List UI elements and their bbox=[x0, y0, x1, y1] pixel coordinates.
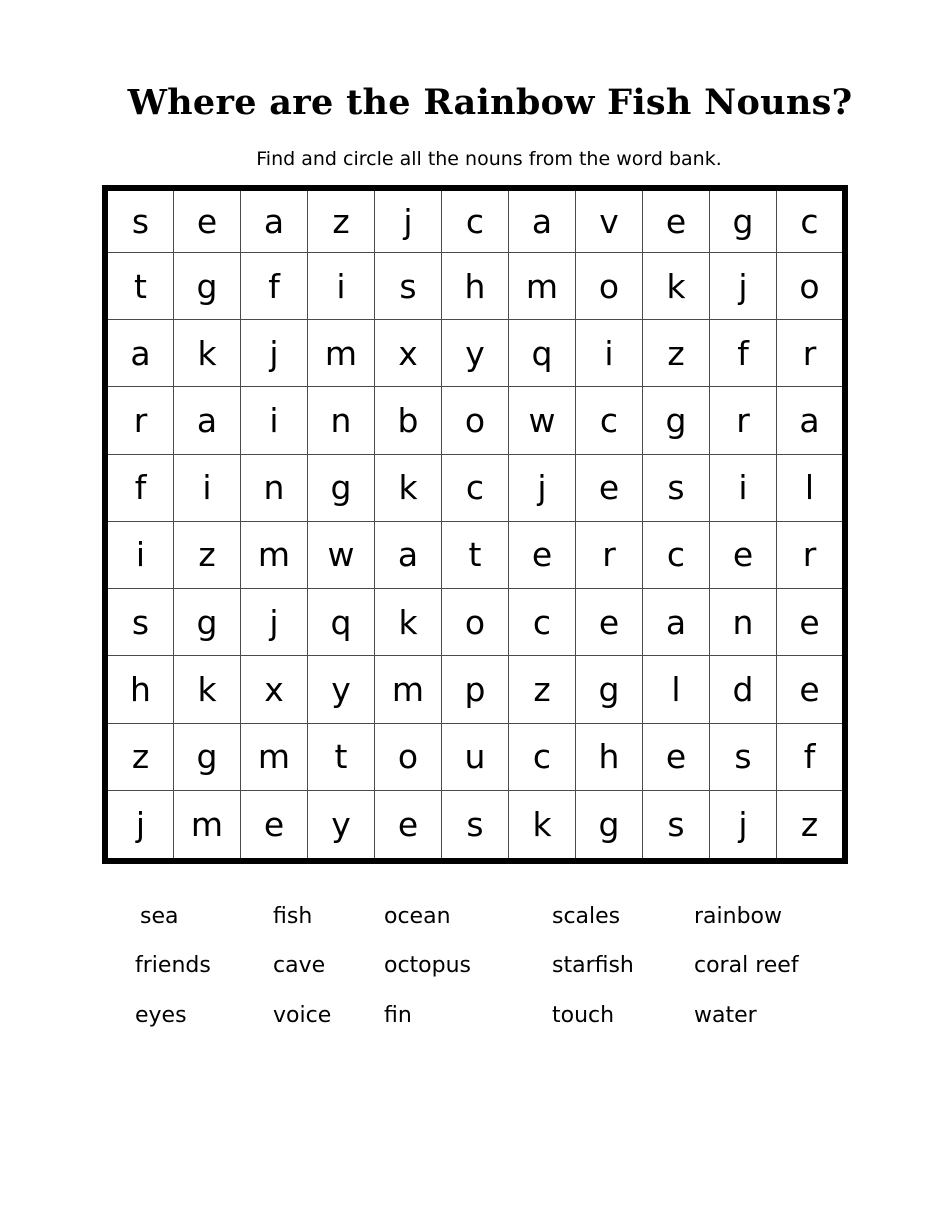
grid-cell-r8-c2[interactable]: k bbox=[174, 656, 241, 723]
grid-cell-r6-c3[interactable]: m bbox=[241, 522, 308, 589]
grid-cell-r9-c1[interactable]: z bbox=[108, 724, 174, 791]
grid-cell-r4-c4[interactable]: n bbox=[308, 387, 375, 454]
grid-cell-r8-c6[interactable]: p bbox=[442, 656, 509, 723]
grid-cell-r9-c8[interactable]: h bbox=[576, 724, 643, 791]
grid-cell-r8-c10[interactable]: d bbox=[710, 656, 777, 723]
grid-cell-r5-c10[interactable]: i bbox=[710, 455, 777, 522]
grid-cell-r5-c11[interactable]: l bbox=[777, 455, 842, 522]
grid-cell-r2-c2[interactable]: g bbox=[174, 253, 241, 320]
grid-cell-r5-c9[interactable]: s bbox=[643, 455, 710, 522]
grid-cell-r6-c8[interactable]: r bbox=[576, 522, 643, 589]
grid-cell-r7-c9[interactable]: a bbox=[643, 589, 710, 656]
grid-cell-r5-c6[interactable]: c bbox=[442, 455, 509, 522]
grid-cell-r7-c1[interactable]: s bbox=[108, 589, 174, 656]
grid-cell-r4-c11[interactable]: a bbox=[777, 387, 842, 454]
grid-cell-r1-c1[interactable]: s bbox=[108, 191, 174, 253]
grid-cell-r2-c4[interactable]: i bbox=[308, 253, 375, 320]
grid-cell-r6-c5[interactable]: a bbox=[375, 522, 442, 589]
grid-cell-r3-c3[interactable]: j bbox=[241, 320, 308, 387]
grid-cell-r10-c10[interactable]: j bbox=[710, 791, 777, 858]
grid-cell-r3-c7[interactable]: q bbox=[509, 320, 576, 387]
grid-cell-r10-c2[interactable]: m bbox=[174, 791, 241, 858]
grid-cell-r5-c2[interactable]: i bbox=[174, 455, 241, 522]
word-bank-item: voice bbox=[273, 1003, 332, 1028]
grid-cell-r5-c7[interactable]: j bbox=[509, 455, 576, 522]
grid-cell-r5-c5[interactable]: k bbox=[375, 455, 442, 522]
grid-cell-r9-c10[interactable]: s bbox=[710, 724, 777, 791]
grid-cell-r3-c2[interactable]: k bbox=[174, 320, 241, 387]
grid-cell-r3-c5[interactable]: x bbox=[375, 320, 442, 387]
grid-cell-r8-c5[interactable]: m bbox=[375, 656, 442, 723]
grid-cell-r1-c5[interactable]: j bbox=[375, 191, 442, 253]
grid-cell-r10-c4[interactable]: y bbox=[308, 791, 375, 858]
word-bank-item: eyes bbox=[135, 1003, 187, 1028]
grid-cell-r2-c6[interactable]: h bbox=[442, 253, 509, 320]
grid-cell-r4-c10[interactable]: r bbox=[710, 387, 777, 454]
grid-cell-r1-c2[interactable]: e bbox=[174, 191, 241, 253]
grid-cell-r3-c9[interactable]: z bbox=[643, 320, 710, 387]
grid-cell-r5-c3[interactable]: n bbox=[241, 455, 308, 522]
grid-cell-r7-c4[interactable]: q bbox=[308, 589, 375, 656]
grid-cell-r5-c1[interactable]: f bbox=[108, 455, 174, 522]
grid-cell-r2-c10[interactable]: j bbox=[710, 253, 777, 320]
grid-cell-r3-c8[interactable]: i bbox=[576, 320, 643, 387]
word-bank-item: rainbow bbox=[694, 904, 782, 929]
grid-cell-r9-c6[interactable]: u bbox=[442, 724, 509, 791]
grid-cell-r10-c3[interactable]: e bbox=[241, 791, 308, 858]
grid-cell-r1-c11[interactable]: c bbox=[777, 191, 842, 253]
grid-cell-r7-c2[interactable]: g bbox=[174, 589, 241, 656]
grid-cell-r1-c9[interactable]: e bbox=[643, 191, 710, 253]
word-search-grid bbox=[102, 185, 848, 864]
instructions: Find and circle all the nouns from the word bank. bbox=[256, 148, 722, 170]
grid-cell-r10-c7[interactable]: k bbox=[509, 791, 576, 858]
grid-cell-r2-c5[interactable]: s bbox=[375, 253, 442, 320]
grid-cell-r7-c5[interactable]: k bbox=[375, 589, 442, 656]
grid-cell-r8-c1[interactable]: h bbox=[108, 656, 174, 723]
grid-cell-r7-c10[interactable]: n bbox=[710, 589, 777, 656]
grid-cell-r4-c9[interactable]: g bbox=[643, 387, 710, 454]
grid-cell-r5-c4[interactable]: g bbox=[308, 455, 375, 522]
grid-cell-r9-c7[interactable]: c bbox=[509, 724, 576, 791]
grid-cell-r1-c8[interactable]: v bbox=[576, 191, 643, 253]
word-bank-item: water bbox=[694, 1003, 757, 1028]
grid-cell-r5-c8[interactable]: e bbox=[576, 455, 643, 522]
grid-cell-r7-c3[interactable]: j bbox=[241, 589, 308, 656]
grid-cell-r1-c3[interactable]: a bbox=[241, 191, 308, 253]
grid-cell-r3-c10[interactable]: f bbox=[710, 320, 777, 387]
grid-cell-r7-c6[interactable]: o bbox=[442, 589, 509, 656]
grid-cell-r4-c2[interactable]: a bbox=[174, 387, 241, 454]
grid-cell-r10-c1[interactable]: j bbox=[108, 791, 174, 858]
grid-cell-r1-c6[interactable]: c bbox=[442, 191, 509, 253]
word-bank-item: fin bbox=[384, 1003, 412, 1028]
grid-cell-r6-c10[interactable]: e bbox=[710, 522, 777, 589]
grid-cell-r1-c4[interactable]: z bbox=[308, 191, 375, 253]
grid-cell-r9-c9[interactable]: e bbox=[643, 724, 710, 791]
word-bank-item: scales bbox=[552, 904, 621, 929]
word-bank-item: octopus bbox=[384, 953, 472, 978]
word-bank-item: cave bbox=[273, 953, 326, 978]
grid-cell-r3-c6[interactable]: y bbox=[442, 320, 509, 387]
grid-cell-r9-c11[interactable]: f bbox=[777, 724, 842, 791]
grid-cell-r6-c4[interactable]: w bbox=[308, 522, 375, 589]
grid-cell-r8-c7[interactable]: z bbox=[509, 656, 576, 723]
grid-cell-r2-c7[interactable]: m bbox=[509, 253, 576, 320]
grid-cell-r10-c8[interactable]: g bbox=[576, 791, 643, 858]
grid-cell-r6-c2[interactable]: z bbox=[174, 522, 241, 589]
grid-cell-r4-c5[interactable]: b bbox=[375, 387, 442, 454]
grid-cell-r8-c3[interactable]: x bbox=[241, 656, 308, 723]
grid-cell-r2-c1[interactable]: t bbox=[108, 253, 174, 320]
grid-cell-r4-c6[interactable]: o bbox=[442, 387, 509, 454]
grid-cell-r9-c4[interactable]: t bbox=[308, 724, 375, 791]
grid-cell-r8-c8[interactable]: g bbox=[576, 656, 643, 723]
grid-cell-r4-c1[interactable]: r bbox=[108, 387, 174, 454]
grid-cell-r2-c11[interactable]: o bbox=[777, 253, 842, 320]
grid-cell-r6-c6[interactable]: t bbox=[442, 522, 509, 589]
page-title: Where are the Rainbow Fish Nouns? bbox=[127, 82, 853, 123]
grid-cell-r2-c3[interactable]: f bbox=[241, 253, 308, 320]
word-bank-item: starfish bbox=[552, 953, 634, 978]
grid-cell-r9-c3[interactable]: m bbox=[241, 724, 308, 791]
grid-cell-r3-c4[interactable]: m bbox=[308, 320, 375, 387]
grid-cell-r1-c10[interactable]: g bbox=[710, 191, 777, 253]
word-bank-item: ocean bbox=[384, 904, 451, 929]
grid-cell-r6-c7[interactable]: e bbox=[509, 522, 576, 589]
grid-cell-r10-c6[interactable]: s bbox=[442, 791, 509, 858]
grid-cell-r6-c11[interactable]: r bbox=[777, 522, 842, 589]
grid-cell-r1-c7[interactable]: a bbox=[509, 191, 576, 253]
grid-cell-r9-c5[interactable]: o bbox=[375, 724, 442, 791]
grid-cell-r8-c9[interactable]: l bbox=[643, 656, 710, 723]
word-bank-item: sea bbox=[140, 904, 179, 929]
grid-cell-r3-c1[interactable]: a bbox=[108, 320, 174, 387]
grid-cell-r8-c11[interactable]: e bbox=[777, 656, 842, 723]
grid-cell-r7-c11[interactable]: e bbox=[777, 589, 842, 656]
word-bank-item: coral reef bbox=[694, 953, 799, 978]
grid-cell-r2-c9[interactable]: k bbox=[643, 253, 710, 320]
grid-cell-r10-c5[interactable]: e bbox=[375, 791, 442, 858]
grid-cell-r3-c11[interactable]: r bbox=[777, 320, 842, 387]
grid-cell-r6-c9[interactable]: c bbox=[643, 522, 710, 589]
grid-cell-r2-c8[interactable]: o bbox=[576, 253, 643, 320]
grid-cell-r7-c8[interactable]: e bbox=[576, 589, 643, 656]
grid-cell-r9-c2[interactable]: g bbox=[174, 724, 241, 791]
word-bank-item: fish bbox=[273, 904, 313, 929]
word-bank-item: touch bbox=[552, 1003, 615, 1028]
grid-cell-r8-c4[interactable]: y bbox=[308, 656, 375, 723]
word-bank-item: friends bbox=[135, 953, 211, 978]
grid-cell-r10-c9[interactable]: s bbox=[643, 791, 710, 858]
grid-cell-r4-c3[interactable]: i bbox=[241, 387, 308, 454]
grid-cell-r4-c7[interactable]: w bbox=[509, 387, 576, 454]
grid-cell-r7-c7[interactable]: c bbox=[509, 589, 576, 656]
grid-cell-r10-c11[interactable]: z bbox=[800, 804, 819, 844]
grid-cell-r4-c8[interactable]: c bbox=[576, 387, 643, 454]
grid-cell-r6-c1[interactable]: i bbox=[108, 522, 174, 589]
